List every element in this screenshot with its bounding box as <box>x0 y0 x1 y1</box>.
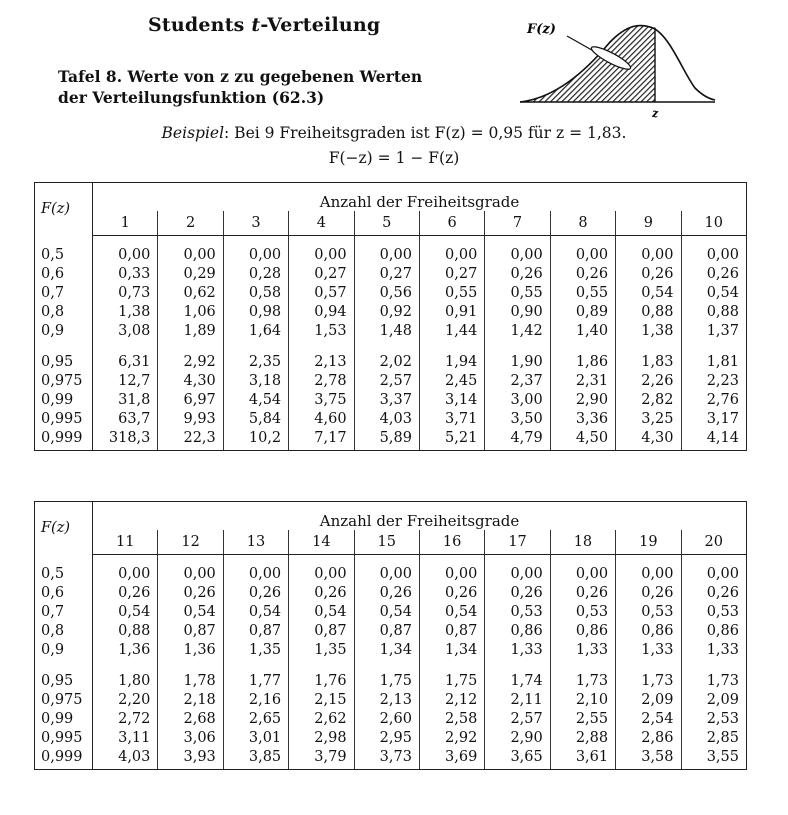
fz-value: 0,999 <box>35 748 93 770</box>
fz-value: 0,99 <box>35 710 93 729</box>
table-row <box>35 303 747 322</box>
df-header-row <box>35 530 747 555</box>
quantile-cell: 0,00 <box>681 555 746 585</box>
table-row <box>35 666 747 691</box>
quantile-cell: 0,88 <box>616 303 681 322</box>
example-text: : Bei 9 Freiheitsgraden ist F(z) = 0,95 für z = 1,83. <box>224 124 627 142</box>
quantile-cell: 0,87 <box>158 622 223 641</box>
quantile-cell: 2,85 <box>681 729 746 748</box>
table-row <box>35 236 747 266</box>
quantile-cell: 3,71 <box>419 410 484 429</box>
quantile-cell: 0,98 <box>223 303 288 322</box>
quantile-cell: 0,54 <box>681 284 746 303</box>
quantile-cell: 2,72 <box>118 711 151 727</box>
quantile-cell: 0,27 <box>419 265 484 284</box>
quantile-cell: 2,98 <box>289 729 354 748</box>
quantile-cell: 0,87 <box>354 622 419 641</box>
fz-value: 0,995 <box>35 729 93 748</box>
quantile-cell: 4,50 <box>550 429 615 451</box>
table-row <box>35 347 747 372</box>
quantile-cell: 31,8 <box>118 392 151 408</box>
quantile-cell: 1,38 <box>118 304 151 320</box>
quantile-cell: 0,53 <box>485 603 550 622</box>
quantile-cell: 2,54 <box>616 710 681 729</box>
quantile-cell: 0,26 <box>681 265 746 284</box>
quantile-cell: 0,00 <box>550 555 615 585</box>
quantile-cell: 10,2 <box>223 429 288 451</box>
quantile-cell: 1,42 <box>485 322 550 347</box>
quantile-cell: 3,73 <box>354 748 419 770</box>
quantile-cell: 4,79 <box>485 429 550 451</box>
table-row <box>35 555 747 585</box>
quantile-cell: 0,27 <box>289 265 354 284</box>
quantile-cell: 1,48 <box>354 322 419 347</box>
fz-value: 0,8 <box>35 303 93 322</box>
quantile-cell: 0,54 <box>419 603 484 622</box>
quantile-cell: 2,78 <box>289 372 354 391</box>
quantile-cell: 0,53 <box>616 603 681 622</box>
quantile-cell: 3,18 <box>223 372 288 391</box>
quantile-cell: 0,92 <box>354 303 419 322</box>
quantile-cell: 0,91 <box>419 303 484 322</box>
quantile-cell: 1,38 <box>616 322 681 347</box>
fz-value: 0,8 <box>35 622 93 641</box>
df-header-cell: 14 <box>289 530 354 555</box>
fz-value: 0,7 <box>35 603 93 622</box>
quantile-cell: 3,25 <box>616 410 681 429</box>
quantile-cell: 2,09 <box>616 691 681 710</box>
table-caption-line-2: der Verteilungsfunktion (62.3) <box>58 88 325 107</box>
quantile-cell: 1,73 <box>550 666 615 691</box>
quantile-cell: 3,50 <box>485 410 550 429</box>
quantile-cell: 0,54 <box>223 603 288 622</box>
df-title: Anzahl der Freiheitsgrade <box>93 183 747 212</box>
quantile-cell: 0,88 <box>681 303 746 322</box>
quantile-cell: 2,13 <box>289 347 354 372</box>
quantile-cell: 2,58 <box>419 710 484 729</box>
quantile-cell: 1,80 <box>118 673 151 689</box>
quantile-cell: 1,75 <box>419 666 484 691</box>
quantile-cell: 1,33 <box>485 641 550 666</box>
fz-value: 0,6 <box>35 265 93 284</box>
quantile-cell: 0,87 <box>419 622 484 641</box>
quantile-cell: 1,37 <box>681 322 746 347</box>
quantile-cell: 4,54 <box>223 391 288 410</box>
df-header-cell: 19 <box>616 530 681 555</box>
distribution-curve-graph <box>515 12 720 122</box>
quantile-cell: 0,29 <box>158 265 223 284</box>
graph-label-fz: F(z) <box>527 22 556 37</box>
quantile-cell: 22,3 <box>158 429 223 451</box>
table-row <box>35 410 747 429</box>
table-row <box>35 429 747 451</box>
quantile-cell: 0,54 <box>158 603 223 622</box>
df-header-cell: 4 <box>289 211 354 236</box>
quantile-table-df-1-10 <box>34 182 747 451</box>
fz-value: 0,999 <box>35 429 93 451</box>
table-caption-line-1: Tafel 8. Werte von z zu gegebenen Werten <box>58 67 423 86</box>
quantile-cell: 3,79 <box>289 748 354 770</box>
quantile-cell: 5,89 <box>354 429 419 451</box>
quantile-cell: 0,00 <box>289 236 354 266</box>
quantile-cell: 0,86 <box>681 622 746 641</box>
quantile-cell: 0,26 <box>158 584 223 603</box>
quantile-cell: 2,57 <box>485 710 550 729</box>
quantile-cell: 0,00 <box>223 236 288 266</box>
quantile-cell: 2,23 <box>681 372 746 391</box>
quantile-cell: 0,86 <box>550 622 615 641</box>
quantile-cell: 0,26 <box>550 265 615 284</box>
quantile-cell: 3,58 <box>616 748 681 770</box>
quantile-cell: 0,94 <box>289 303 354 322</box>
quantile-cell: 0,26 <box>485 265 550 284</box>
df-header-cell: 8 <box>550 211 615 236</box>
table-body <box>35 555 747 770</box>
quantile-cell: 2,92 <box>419 729 484 748</box>
quantile-cell: 1,44 <box>419 322 484 347</box>
quantile-cell: 3,93 <box>158 748 223 770</box>
quantile-cell: 2,65 <box>223 710 288 729</box>
table-row <box>35 622 747 641</box>
quantile-cell: 1,89 <box>158 322 223 347</box>
quantile-cell: 0,00 <box>118 566 151 582</box>
df-header-cell: 20 <box>681 530 746 555</box>
quantile-cell: 0,54 <box>289 603 354 622</box>
df-header-cell: 15 <box>354 530 419 555</box>
quantile-cell: 6,31 <box>118 354 151 370</box>
df-header-cell: 12 <box>158 530 223 555</box>
table-body <box>35 236 747 451</box>
quantile-cell: 3,08 <box>118 323 151 339</box>
quantile-cell: 2,02 <box>354 347 419 372</box>
quantile-cell: 2,95 <box>354 729 419 748</box>
fz-value: 0,975 <box>35 372 93 391</box>
quantile-cell: 5,21 <box>419 429 484 451</box>
quantile-cell: 0,00 <box>616 555 681 585</box>
quantile-cell: 1,76 <box>289 666 354 691</box>
quantile-cell: 1,33 <box>550 641 615 666</box>
quantile-cell: 0,86 <box>616 622 681 641</box>
quantile-cell: 1,34 <box>354 641 419 666</box>
df-header-row <box>35 211 747 236</box>
quantile-cell: 0,26 <box>616 265 681 284</box>
fz-value: 0,975 <box>35 691 93 710</box>
quantile-cell: 0,26 <box>354 584 419 603</box>
quantile-cell: 0,27 <box>354 265 419 284</box>
quantile-cell: 0,00 <box>419 236 484 266</box>
quantile-cell: 318,3 <box>93 429 158 451</box>
quantile-cell: 1,64 <box>223 322 288 347</box>
table-row <box>35 710 747 729</box>
quantile-cell: 1,86 <box>550 347 615 372</box>
quantile-cell: 2,82 <box>616 391 681 410</box>
quantile-cell: 2,55 <box>550 710 615 729</box>
df-title: Anzahl der Freiheitsgrade <box>93 502 747 531</box>
quantile-cell: 0,87 <box>289 622 354 641</box>
quantile-cell: 0,00 <box>354 555 419 585</box>
quantile-cell: 3,06 <box>158 729 223 748</box>
fz-column-header: F(z) <box>35 502 93 555</box>
quantile-cell: 4,14 <box>681 429 746 451</box>
quantile-cell: 0,00 <box>223 555 288 585</box>
quantile-cell: 3,37 <box>354 391 419 410</box>
table-row <box>35 729 747 748</box>
quantile-cell: 2,86 <box>616 729 681 748</box>
quantile-cell: 0,00 <box>158 236 223 266</box>
quantile-cell: 4,60 <box>289 410 354 429</box>
quantile-cell: 4,03 <box>354 410 419 429</box>
quantile-cell: 0,00 <box>289 555 354 585</box>
df-header-cell: 11 <box>93 530 158 555</box>
quantile-cell: 3,00 <box>485 391 550 410</box>
quantile-cell: 2,12 <box>419 691 484 710</box>
quantile-cell: 3,36 <box>550 410 615 429</box>
quantile-cell: 4,30 <box>616 429 681 451</box>
quantile-cell: 0,26 <box>289 584 354 603</box>
quantile-cell: 2,60 <box>354 710 419 729</box>
table-row <box>35 584 747 603</box>
df-header-cell: 13 <box>223 530 288 555</box>
quantile-cell: 1,33 <box>681 641 746 666</box>
quantile-cell: 0,00 <box>485 236 550 266</box>
quantile-cell: 1,77 <box>223 666 288 691</box>
quantile-cell: 0,26 <box>419 584 484 603</box>
quantile-cell: 0,28 <box>223 265 288 284</box>
quantile-cell: 0,86 <box>485 622 550 641</box>
table-caption <box>58 66 422 108</box>
df-header-cell: 7 <box>485 211 550 236</box>
quantile-cell: 2,57 <box>354 372 419 391</box>
quantile-cell: 2,88 <box>550 729 615 748</box>
fz-value: 0,95 <box>35 347 93 372</box>
quantile-cell: 0,00 <box>419 555 484 585</box>
quantile-cell: 6,97 <box>158 391 223 410</box>
df-header-cell: 18 <box>550 530 615 555</box>
quantile-cell: 1,36 <box>158 641 223 666</box>
quantile-cell: 0,00 <box>550 236 615 266</box>
quantile-cell: 1,81 <box>681 347 746 372</box>
quantile-table-df-11-20 <box>34 501 747 770</box>
quantile-cell: 3,69 <box>419 748 484 770</box>
quantile-cell: 2,76 <box>681 391 746 410</box>
df-header-cell: 10 <box>681 211 746 236</box>
quantile-cell: 1,94 <box>419 347 484 372</box>
fz-value: 0,5 <box>35 236 93 266</box>
quantile-cell: 0,54 <box>118 604 151 620</box>
df-header-cell: 1 <box>93 211 158 236</box>
quantile-cell: 5,84 <box>223 410 288 429</box>
df-header-cell: 6 <box>419 211 484 236</box>
quantile-cell: 0,89 <box>550 303 615 322</box>
fz-value: 0,9 <box>35 322 93 347</box>
quantile-cell: 0,54 <box>616 284 681 303</box>
quantile-cell: 3,14 <box>419 391 484 410</box>
quantile-cell: 2,13 <box>354 691 419 710</box>
quantile-cell: 2,37 <box>485 372 550 391</box>
quantile-cell: 0,73 <box>118 285 151 301</box>
quantile-cell: 3,65 <box>485 748 550 770</box>
quantile-cell: 0,26 <box>550 584 615 603</box>
graph-label-z: z <box>652 107 659 120</box>
quantile-cell: 0,53 <box>550 603 615 622</box>
df-header-cell: 9 <box>616 211 681 236</box>
quantile-cell: 0,00 <box>158 555 223 585</box>
quantile-cell: 1,35 <box>223 641 288 666</box>
quantile-cell: 2,90 <box>550 391 615 410</box>
quantile-cell: 0,00 <box>681 236 746 266</box>
quantile-cell: 3,75 <box>289 391 354 410</box>
quantile-cell: 0,26 <box>616 584 681 603</box>
quantile-cell: 0,00 <box>616 236 681 266</box>
df-header-cell: 3 <box>223 211 288 236</box>
example-prefix: Beispiel <box>161 124 225 142</box>
quantile-cell: 12,7 <box>118 373 151 389</box>
quantile-cell: 1,36 <box>118 642 151 658</box>
table-row <box>35 641 747 666</box>
quantile-cell: 2,10 <box>550 691 615 710</box>
quantile-cell: 0,55 <box>485 284 550 303</box>
quantile-cell: 2,68 <box>158 710 223 729</box>
quantile-cell: 0,53 <box>681 603 746 622</box>
quantile-cell: 0,26 <box>223 584 288 603</box>
example-line <box>0 124 788 142</box>
quantile-cell: 2,92 <box>158 347 223 372</box>
quantile-cell: 0,54 <box>354 603 419 622</box>
df-header-cell: 16 <box>419 530 484 555</box>
quantile-cell: 3,11 <box>118 730 151 746</box>
quantile-cell: 0,26 <box>118 585 151 601</box>
fz-value: 0,5 <box>35 555 93 585</box>
quantile-cell: 2,90 <box>485 729 550 748</box>
quantile-cell: 3,55 <box>681 748 746 770</box>
table-row <box>35 691 747 710</box>
quantile-cell: 0,55 <box>550 284 615 303</box>
table-row <box>35 372 747 391</box>
quantile-cell: 1,35 <box>289 641 354 666</box>
quantile-cell: 0,88 <box>118 623 151 639</box>
quantile-cell: 2,20 <box>118 692 151 708</box>
fz-value: 0,7 <box>35 284 93 303</box>
table-row <box>35 265 747 284</box>
quantile-cell: 0,00 <box>118 247 151 263</box>
quantile-cell: 1,40 <box>550 322 615 347</box>
quantile-cell: 2,35 <box>223 347 288 372</box>
quantile-cell: 4,03 <box>93 748 158 770</box>
table-row <box>35 603 747 622</box>
quantile-cell: 2,26 <box>616 372 681 391</box>
quantile-cell: 1,06 <box>158 303 223 322</box>
quantile-cell: 2,09 <box>681 691 746 710</box>
fz-value: 0,6 <box>35 584 93 603</box>
table-row <box>35 391 747 410</box>
quantile-cell: 1,33 <box>616 641 681 666</box>
fz-column-header: F(z) <box>35 183 93 236</box>
quantile-cell: 0,58 <box>223 284 288 303</box>
quantile-cell: 0,90 <box>485 303 550 322</box>
quantile-cell: 1,78 <box>158 666 223 691</box>
table-row <box>35 748 747 770</box>
quantile-cell: 0,00 <box>354 236 419 266</box>
fz-value: 0,995 <box>35 410 93 429</box>
quantile-cell: 4,30 <box>158 372 223 391</box>
quantile-cell: 0,26 <box>485 584 550 603</box>
quantile-cell: 2,18 <box>158 691 223 710</box>
quantile-cell: 2,53 <box>681 710 746 729</box>
table-row <box>35 284 747 303</box>
fz-value: 0,95 <box>35 666 93 691</box>
quantile-cell: 1,74 <box>485 666 550 691</box>
table-row <box>35 322 747 347</box>
quantile-cell: 3,85 <box>223 748 288 770</box>
quantile-cell: 1,53 <box>289 322 354 347</box>
quantile-cell: 1,83 <box>616 347 681 372</box>
quantile-cell: 3,01 <box>223 729 288 748</box>
quantile-cell: 0,87 <box>223 622 288 641</box>
quantile-cell: 1,90 <box>485 347 550 372</box>
quantile-cell: 7,17 <box>289 429 354 451</box>
page-title: Students t-Verteilung <box>148 14 381 36</box>
fz-value: 0,9 <box>35 641 93 666</box>
symmetry-formula: F(−z) = 1 − F(z) <box>328 149 460 167</box>
quantile-cell: 3,61 <box>550 748 615 770</box>
quantile-cell: 2,11 <box>485 691 550 710</box>
df-header-cell: 2 <box>158 211 223 236</box>
quantile-cell: 2,62 <box>289 710 354 729</box>
df-header-cell: 5 <box>354 211 419 236</box>
quantile-cell: 1,73 <box>616 666 681 691</box>
quantile-cell: 1,73 <box>681 666 746 691</box>
quantile-cell: 2,15 <box>289 691 354 710</box>
quantile-cell: 9,93 <box>158 410 223 429</box>
quantile-cell: 2,16 <box>223 691 288 710</box>
quantile-cell: 2,45 <box>419 372 484 391</box>
quantile-cell: 0,26 <box>681 584 746 603</box>
quantile-cell: 63,7 <box>118 411 151 427</box>
quantile-cell: 0,00 <box>485 555 550 585</box>
quantile-cell: 0,62 <box>158 284 223 303</box>
quantile-cell: 3,17 <box>681 410 746 429</box>
quantile-cell: 1,75 <box>354 666 419 691</box>
quantile-cell: 0,55 <box>419 284 484 303</box>
df-header-cell: 17 <box>485 530 550 555</box>
quantile-cell: 2,31 <box>550 372 615 391</box>
quantile-cell: 0,56 <box>354 284 419 303</box>
quantile-cell: 0,33 <box>118 266 151 282</box>
fz-value: 0,99 <box>35 391 93 410</box>
quantile-cell: 1,34 <box>419 641 484 666</box>
quantile-cell: 0,57 <box>289 284 354 303</box>
